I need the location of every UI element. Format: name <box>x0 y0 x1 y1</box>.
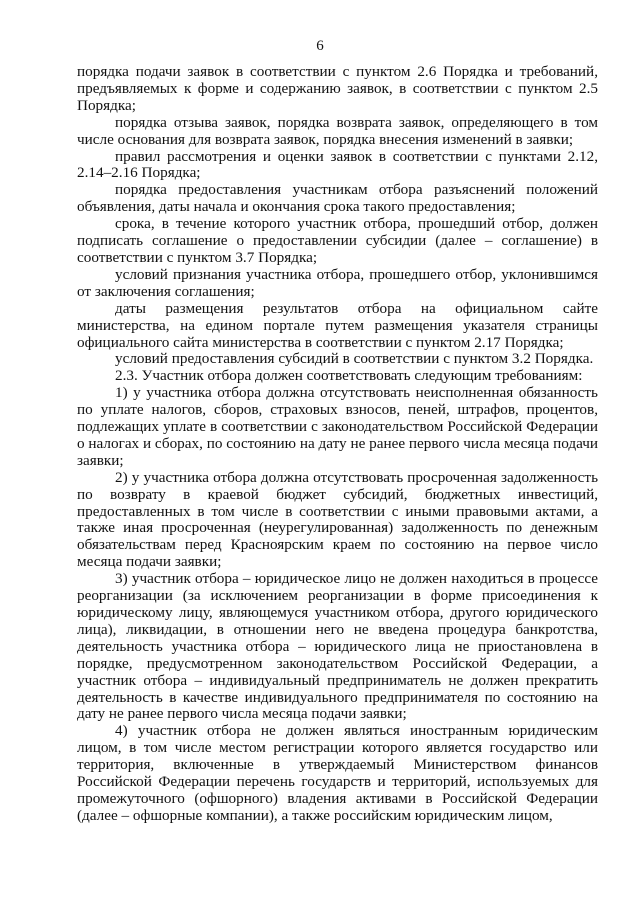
paragraph: условий предоставления субсидий в соответствии с пунктом 3.2 Порядка. <box>115 350 594 368</box>
paragraph: правил рассмотрения и оценки заявок в соответствии с пунктами 2.12, 2.14–2.16 Порядка; <box>77 147 598 182</box>
paragraph: 3) участник отбора – юридическое лицо не должен находиться в процессе реорганизации (за исключением реорганизации в форме присоединения к юридическому лицу, являющемуся участником отбора, другого юридического лица), ликвидации, в отношении него не введена процедура банкротства, деятельность участника отбора – юридического лица не приостановлена в порядке, предусмотренном законодательством Российской Федерации, а участник отбора – индивидуальный предприниматель не должен прекратить деятельность в качестве индивидуального предпринимателя по состоянию на дату не ранее первого числа месяца подачи заявки; <box>77 570 598 723</box>
section-heading: 2.3. Участник отбора должен соответствовать следующим требованиям: <box>115 367 583 385</box>
page-number: 6 <box>316 38 324 54</box>
paragraph: порядка подачи заявок в соответствии с пунктом 2.6 Порядка и требований, предъявляемых к форме и содержанию заявок, в соответствии с пунктом 2.5 Порядка; <box>77 63 598 114</box>
paragraph: срока, в течение которого участник отбора, прошедший отбор, должен подписать соглашение о предоставлении субсидии (далее – соглашение) в соответствии с пунктом 3.7 Порядка; <box>77 215 598 266</box>
document-body <box>77 64 598 825</box>
paragraph: порядка отзыва заявок, порядка возврата заявок, определяющего в том числе основания для возврата заявок, порядка внесения изменений в заявки; <box>77 113 598 148</box>
paragraph: даты размещения результатов отбора на официальном сайте министерства, на едином портале путем размещения указателя страницы официального сайта министерства в соответствии с пунктом 2.17 Порядка; <box>77 299 598 351</box>
paragraph: условий признания участника отбора, прошедшего отбор, уклонившимся от заключения соглашения; <box>77 265 598 300</box>
paragraph: 2) у участника отбора должна отсутствовать просроченная задолженность по возврату в краевой бюджет субсидий, бюджетных инвестиций, предоставленных в том числе в соответствии с иными правовыми актами, а также иная просроченная (неурегулированная) задолженность по денежным обязательствам перед Красноярским краем по состоянию на первое число месяца подачи заявки; <box>77 468 598 571</box>
paragraph: 1) у участника отбора должна отсутствовать неисполненная обязанность по уплате налогов, сборов, страховых взносов, пеней, штрафов, процентов, подлежащих уплате в соответствии с законодательством Российской Федерации о налогах и сборах, по состоянию на дату не ранее первого числа месяца подачи заявки; <box>77 384 598 469</box>
paragraph: 4) участник отбора не должен являться иностранным юридическим лицом, в том числе местом регистрации которого является государство или территория, включенные в утверждаемый Министерством финансов Российской Федерации перечень государств и территорий, используемых для промежуточного (офшорного) владения активами в Российской Федерации (далее – офшорные компании), а также российским юридическим лицом, <box>77 722 598 824</box>
paragraph: порядка предоставления участникам отбора разъяснений положений объявления, даты начала и окончания срока такого предоставления; <box>77 181 598 216</box>
